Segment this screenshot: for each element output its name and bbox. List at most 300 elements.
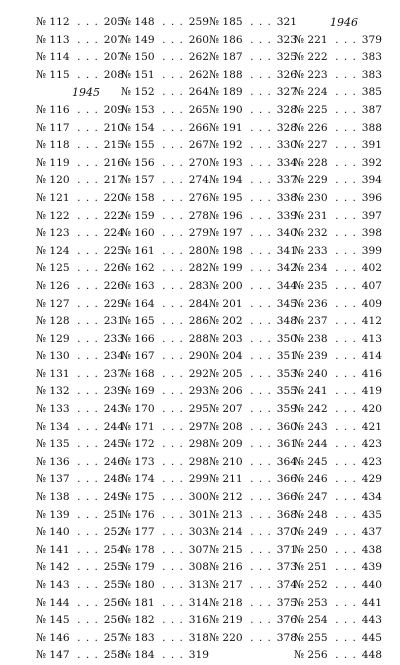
entry-number: № 221 bbox=[294, 33, 328, 46]
index-entry bbox=[36, 120, 130, 138]
page-number: 220 bbox=[103, 191, 124, 204]
entry-number: № 122 bbox=[36, 209, 70, 222]
dot-leader: . . . bbox=[162, 350, 184, 363]
index-entry bbox=[209, 49, 303, 67]
page-number: 423 bbox=[361, 438, 382, 451]
entry-number: № 213 bbox=[209, 508, 243, 521]
dot-leader: . . . bbox=[250, 367, 272, 380]
page-number: 209 bbox=[103, 103, 124, 116]
page-number: 327 bbox=[276, 86, 297, 99]
dot-leader: . . . bbox=[162, 508, 184, 521]
index-entry bbox=[209, 278, 303, 296]
entry-number: № 224 bbox=[294, 86, 328, 99]
dot-leader: . . . bbox=[335, 139, 357, 152]
page-number: 414 bbox=[361, 350, 382, 363]
entry-number: № 138 bbox=[36, 491, 70, 504]
dot-leader: . . . bbox=[77, 156, 99, 169]
index-entry bbox=[121, 120, 215, 138]
entry-number: № 200 bbox=[209, 279, 243, 292]
entry-number: № 217 bbox=[209, 579, 243, 591]
entry-number: № 195 bbox=[209, 191, 243, 204]
index-entry bbox=[294, 331, 388, 349]
entry-number: № 204 bbox=[209, 350, 243, 363]
page-number: 274 bbox=[188, 174, 209, 187]
dot-leader: . . . bbox=[77, 473, 99, 486]
page-number: 437 bbox=[361, 526, 382, 539]
dot-leader: . . . bbox=[335, 191, 357, 204]
dot-leader: . . . bbox=[250, 121, 272, 134]
page-number: 293 bbox=[188, 385, 209, 398]
page-number: 345 bbox=[276, 297, 297, 310]
entry-number: № 147 bbox=[36, 649, 70, 662]
index-entry bbox=[121, 102, 215, 120]
index-entry bbox=[294, 559, 388, 577]
dot-leader: . . . bbox=[162, 631, 184, 644]
page-number: 237 bbox=[103, 367, 124, 380]
dot-leader: . . . bbox=[335, 103, 357, 116]
dot-leader: . . . bbox=[335, 526, 357, 539]
page-number: 239 bbox=[103, 385, 124, 398]
entry-number: № 174 bbox=[121, 473, 155, 486]
index-entry bbox=[121, 137, 215, 155]
index-entry bbox=[294, 225, 388, 243]
entry-number: № 240 bbox=[294, 367, 328, 380]
index-entry bbox=[121, 489, 215, 507]
dot-leader: . . . bbox=[250, 631, 272, 644]
dot-leader: . . . bbox=[250, 33, 272, 46]
index-entry bbox=[121, 471, 215, 489]
dot-leader: . . . bbox=[77, 561, 99, 574]
dot-leader: . . . bbox=[335, 561, 357, 574]
entry-number: № 115 bbox=[36, 68, 70, 81]
page-number: 439 bbox=[361, 561, 382, 574]
page-number: 288 bbox=[188, 332, 209, 345]
index-entry bbox=[121, 260, 215, 278]
page-number: 226 bbox=[103, 262, 124, 275]
index-entry bbox=[209, 489, 303, 507]
entry-number: № 123 bbox=[36, 227, 70, 240]
entry-number: № 254 bbox=[294, 614, 328, 627]
index-entry bbox=[294, 137, 388, 155]
page-number: 262 bbox=[188, 51, 209, 64]
dot-leader: . . . bbox=[162, 649, 184, 662]
dot-leader: . . . bbox=[335, 33, 357, 46]
entry-number: № 112 bbox=[36, 16, 70, 28]
entry-number: № 184 bbox=[121, 649, 155, 662]
page-number: 337 bbox=[276, 174, 297, 187]
page-number: 373 bbox=[276, 561, 297, 574]
dot-leader: . . . bbox=[162, 543, 184, 556]
dot-leader: . . . bbox=[335, 596, 357, 609]
dot-leader: . . . bbox=[335, 438, 357, 451]
index-entry bbox=[121, 542, 215, 560]
index-entry bbox=[121, 84, 215, 102]
index-entry bbox=[121, 67, 215, 85]
page-number: 441 bbox=[361, 596, 382, 609]
dot-leader: . . . bbox=[335, 209, 357, 222]
dot-leader: . . . bbox=[77, 614, 99, 627]
page-number: 282 bbox=[188, 262, 209, 275]
dot-leader: . . . bbox=[77, 403, 99, 416]
dot-leader: . . . bbox=[77, 16, 99, 28]
index-entry bbox=[209, 454, 303, 472]
index-entry bbox=[121, 155, 215, 173]
dot-leader: . . . bbox=[335, 332, 357, 345]
dot-leader: . . . bbox=[77, 438, 99, 451]
dot-leader: . . . bbox=[77, 455, 99, 468]
dot-leader: . . . bbox=[335, 543, 357, 556]
entry-number: № 242 bbox=[294, 403, 328, 416]
index-entry bbox=[36, 366, 130, 384]
page-number: 260 bbox=[188, 33, 209, 46]
year-heading: 1946 bbox=[330, 16, 358, 29]
entry-number: № 220 bbox=[209, 631, 243, 644]
dot-leader: . . . bbox=[162, 33, 184, 46]
index-entry bbox=[209, 137, 303, 155]
index-entry bbox=[209, 84, 303, 102]
page-number: 360 bbox=[276, 420, 297, 433]
entry-number: № 166 bbox=[121, 332, 155, 345]
index-entry bbox=[209, 383, 303, 401]
page-number: 244 bbox=[103, 420, 124, 433]
dot-leader: . . . bbox=[162, 262, 184, 275]
entry-number: № 128 bbox=[36, 315, 70, 328]
index-entry bbox=[36, 507, 130, 525]
entry-number: № 160 bbox=[121, 227, 155, 240]
index-entry bbox=[121, 348, 215, 366]
page-number: 353 bbox=[276, 367, 297, 380]
dot-leader: . . . bbox=[250, 508, 272, 521]
entry-number: № 172 bbox=[121, 438, 155, 451]
entry-number: № 140 bbox=[36, 526, 70, 539]
dot-leader: . . . bbox=[335, 420, 357, 433]
dot-leader: . . . bbox=[250, 473, 272, 486]
entry-number: № 232 bbox=[294, 227, 328, 240]
index-entry bbox=[209, 542, 303, 560]
entry-number: № 194 bbox=[209, 174, 243, 187]
page-number: 234 bbox=[103, 350, 124, 363]
dot-leader: . . . bbox=[77, 139, 99, 152]
page-number: 207 bbox=[103, 51, 124, 64]
index-entry bbox=[36, 278, 130, 296]
entry-number: № 164 bbox=[121, 297, 155, 310]
dot-leader: . . . bbox=[335, 350, 357, 363]
index-entry bbox=[121, 559, 215, 577]
entry-number: № 209 bbox=[209, 438, 243, 451]
dot-leader: . . . bbox=[162, 297, 184, 310]
dot-leader: . . . bbox=[162, 403, 184, 416]
page-number: 388 bbox=[361, 121, 382, 134]
entry-number: № 158 bbox=[121, 191, 155, 204]
page-number: 248 bbox=[103, 473, 124, 486]
dot-leader: . . . bbox=[335, 156, 357, 169]
dot-leader: . . . bbox=[77, 244, 99, 257]
entry-number: № 157 bbox=[121, 174, 155, 187]
entry-number: № 189 bbox=[209, 86, 243, 99]
dot-leader: . . . bbox=[250, 139, 272, 152]
dot-leader: . . . bbox=[162, 367, 184, 380]
index-entry bbox=[209, 120, 303, 138]
entry-number: № 182 bbox=[121, 614, 155, 627]
entry-number: № 165 bbox=[121, 315, 155, 328]
index-entry bbox=[294, 102, 388, 120]
entry-number: № 162 bbox=[121, 262, 155, 275]
dot-leader: . . . bbox=[250, 244, 272, 257]
entry-number: № 230 bbox=[294, 191, 328, 204]
page-number: 419 bbox=[361, 385, 382, 398]
dot-leader: . . . bbox=[162, 121, 184, 134]
page-number: 316 bbox=[188, 614, 209, 627]
entry-number: № 239 bbox=[294, 350, 328, 363]
entry-number: № 176 bbox=[121, 508, 155, 521]
index-entry bbox=[294, 366, 388, 384]
dot-leader: . . . bbox=[77, 209, 99, 222]
page-number: 421 bbox=[361, 420, 382, 433]
page-number: 368 bbox=[276, 508, 297, 521]
page-number: 303 bbox=[188, 526, 209, 539]
index-entry bbox=[36, 208, 130, 226]
page-number: 416 bbox=[361, 367, 382, 380]
page-number: 443 bbox=[361, 614, 382, 627]
page-number: 278 bbox=[188, 209, 209, 222]
index-entry bbox=[294, 296, 388, 314]
index-entry bbox=[294, 524, 388, 542]
index-entry bbox=[121, 577, 215, 595]
index-entry bbox=[209, 190, 303, 208]
index-entry bbox=[294, 155, 388, 173]
dot-leader: . . . bbox=[335, 262, 357, 275]
page-number: 445 bbox=[361, 631, 382, 644]
index-entry bbox=[36, 383, 130, 401]
dot-leader: . . . bbox=[77, 315, 99, 328]
index-entry bbox=[121, 454, 215, 472]
entry-number: № 124 bbox=[36, 244, 70, 257]
page-number: 423 bbox=[361, 455, 382, 468]
page-number: 378 bbox=[276, 631, 297, 644]
page-number: 251 bbox=[103, 508, 124, 521]
dot-leader: . . . bbox=[162, 332, 184, 345]
dot-leader: . . . bbox=[250, 191, 272, 204]
index-entry bbox=[121, 612, 215, 630]
entry-number: № 133 bbox=[36, 403, 70, 416]
index-entry bbox=[209, 471, 303, 489]
dot-leader: . . . bbox=[250, 596, 272, 609]
dot-leader: . . . bbox=[250, 614, 272, 627]
index-entry bbox=[36, 454, 130, 472]
page-number: 255 bbox=[103, 561, 124, 574]
entry-number: № 167 bbox=[121, 350, 155, 363]
index-entry bbox=[209, 208, 303, 226]
dot-leader: . . . bbox=[335, 279, 357, 292]
index-entry bbox=[121, 630, 215, 648]
index-entry bbox=[121, 190, 215, 208]
entry-number: № 132 bbox=[36, 385, 70, 398]
dot-leader: . . . bbox=[335, 403, 357, 416]
index-entry bbox=[36, 524, 130, 542]
entry-number: № 183 bbox=[121, 631, 155, 644]
page-number: 394 bbox=[361, 174, 382, 187]
index-entry bbox=[36, 102, 130, 120]
dot-leader: . . . bbox=[335, 508, 357, 521]
index-entry bbox=[209, 14, 303, 32]
page-number: 290 bbox=[188, 350, 209, 363]
page-number: 420 bbox=[361, 403, 382, 416]
entry-number: № 211 bbox=[209, 473, 243, 486]
page-number: 330 bbox=[276, 139, 297, 152]
entry-number: № 150 bbox=[121, 51, 155, 64]
page-number: 359 bbox=[276, 403, 297, 416]
page-number: 398 bbox=[361, 227, 382, 240]
page-number: 314 bbox=[188, 596, 209, 609]
index-entry bbox=[209, 260, 303, 278]
entry-number: № 205 bbox=[209, 367, 243, 380]
page-number: 308 bbox=[188, 561, 209, 574]
index-entry bbox=[209, 67, 303, 85]
index-entry bbox=[121, 32, 215, 50]
index-entry bbox=[294, 630, 388, 648]
page-number: 338 bbox=[276, 191, 297, 204]
dot-leader: . . . bbox=[77, 262, 99, 275]
dot-leader: . . . bbox=[335, 367, 357, 380]
entry-number: № 237 bbox=[294, 315, 328, 328]
dot-leader: . . . bbox=[250, 279, 272, 292]
dot-leader: . . . bbox=[335, 315, 357, 328]
dot-leader: . . . bbox=[162, 139, 184, 152]
entry-number: № 146 bbox=[36, 631, 70, 644]
dot-leader: . . . bbox=[162, 614, 184, 627]
dot-leader: . . . bbox=[77, 596, 99, 609]
entry-number: № 244 bbox=[294, 438, 328, 451]
entry-number: № 246 bbox=[294, 473, 328, 486]
page-number: 252 bbox=[103, 526, 124, 539]
page-number: 215 bbox=[103, 139, 124, 152]
page-number: 224 bbox=[103, 227, 124, 240]
index-entry bbox=[36, 14, 130, 32]
dot-leader: . . . bbox=[162, 174, 184, 187]
page-number: 391 bbox=[361, 139, 382, 152]
dot-leader: . . . bbox=[162, 227, 184, 240]
page-number: 297 bbox=[188, 420, 209, 433]
index-entry bbox=[36, 260, 130, 278]
dot-leader: . . . bbox=[77, 385, 99, 398]
index-entry bbox=[209, 507, 303, 525]
dot-leader: . . . bbox=[250, 491, 272, 504]
dot-leader: . . . bbox=[335, 86, 357, 99]
dot-leader: . . . bbox=[77, 279, 99, 292]
dot-leader: . . . bbox=[250, 174, 272, 187]
entry-number: № 187 bbox=[209, 51, 243, 64]
page-number: 339 bbox=[276, 209, 297, 222]
index-entry bbox=[36, 647, 130, 665]
page-number: 267 bbox=[188, 139, 209, 152]
page-number: 298 bbox=[188, 438, 209, 451]
page-number: 371 bbox=[276, 543, 297, 556]
dot-leader: . . . bbox=[162, 86, 184, 99]
entry-number: № 245 bbox=[294, 455, 328, 468]
dot-leader: . . . bbox=[162, 596, 184, 609]
dot-leader: . . . bbox=[77, 543, 99, 556]
entry-number: № 125 bbox=[36, 262, 70, 275]
page-number: 364 bbox=[276, 455, 297, 468]
index-entry bbox=[209, 524, 303, 542]
index-entry bbox=[294, 120, 388, 138]
page-number: 409 bbox=[361, 297, 382, 310]
entry-number: № 215 bbox=[209, 543, 243, 556]
dot-leader: . . . bbox=[250, 68, 272, 81]
index-column-2 bbox=[121, 14, 215, 665]
entry-number: № 169 bbox=[121, 385, 155, 398]
index-entry bbox=[294, 383, 388, 401]
page-number: 375 bbox=[276, 596, 297, 609]
page-number: 313 bbox=[188, 579, 209, 591]
page-number: 402 bbox=[361, 262, 382, 275]
entry-number: № 233 bbox=[294, 244, 328, 257]
dot-leader: . . . bbox=[335, 68, 357, 81]
index-entry bbox=[36, 436, 130, 454]
index-entry bbox=[294, 612, 388, 630]
dot-leader: . . . bbox=[77, 51, 99, 64]
entry-number: № 173 bbox=[121, 455, 155, 468]
dot-leader: . . . bbox=[250, 420, 272, 433]
entry-number: № 219 bbox=[209, 614, 243, 627]
index-entry bbox=[36, 348, 130, 366]
index-entry bbox=[121, 278, 215, 296]
page-number: 292 bbox=[188, 367, 209, 380]
entry-number: № 118 bbox=[36, 139, 70, 152]
dot-leader: . . . bbox=[250, 103, 272, 116]
page-number: 361 bbox=[276, 438, 297, 451]
dot-leader: . . . bbox=[335, 455, 357, 468]
page-number: 217 bbox=[103, 174, 124, 187]
index-entry bbox=[36, 577, 130, 595]
entry-number: № 212 bbox=[209, 491, 243, 504]
entry-number: № 152 bbox=[121, 86, 155, 99]
index-entry bbox=[294, 49, 388, 67]
entry-number: № 170 bbox=[121, 403, 155, 416]
dot-leader: . . . bbox=[250, 297, 272, 310]
index-entry bbox=[294, 278, 388, 296]
dot-leader: . . . bbox=[77, 33, 99, 46]
index-entry bbox=[209, 102, 303, 120]
entry-number: № 236 bbox=[294, 297, 328, 310]
entry-number: № 127 bbox=[36, 297, 70, 310]
dot-leader: . . . bbox=[77, 103, 99, 116]
page-number: 435 bbox=[361, 508, 382, 521]
dot-leader: . . . bbox=[162, 491, 184, 504]
page-number: 222 bbox=[103, 209, 124, 222]
page-number: 341 bbox=[276, 244, 297, 257]
dot-leader: . . . bbox=[335, 51, 357, 64]
dot-leader: . . . bbox=[77, 508, 99, 521]
index-entry bbox=[121, 331, 215, 349]
index-entry bbox=[209, 225, 303, 243]
index-entry bbox=[36, 419, 130, 437]
index-entry bbox=[209, 577, 303, 595]
entry-number: № 218 bbox=[209, 596, 243, 609]
page-number: 283 bbox=[188, 279, 209, 292]
index-entry bbox=[209, 436, 303, 454]
page-number: 407 bbox=[361, 279, 382, 292]
index-entry bbox=[36, 471, 130, 489]
entry-number: № 156 bbox=[121, 156, 155, 169]
entry-number: № 223 bbox=[294, 68, 328, 81]
entry-number: № 214 bbox=[209, 526, 243, 539]
page-number: 256 bbox=[103, 596, 124, 609]
dot-leader: . . . bbox=[250, 51, 272, 64]
entry-number: № 247 bbox=[294, 491, 328, 504]
page-number: 298 bbox=[188, 455, 209, 468]
page-number: 334 bbox=[276, 156, 297, 169]
